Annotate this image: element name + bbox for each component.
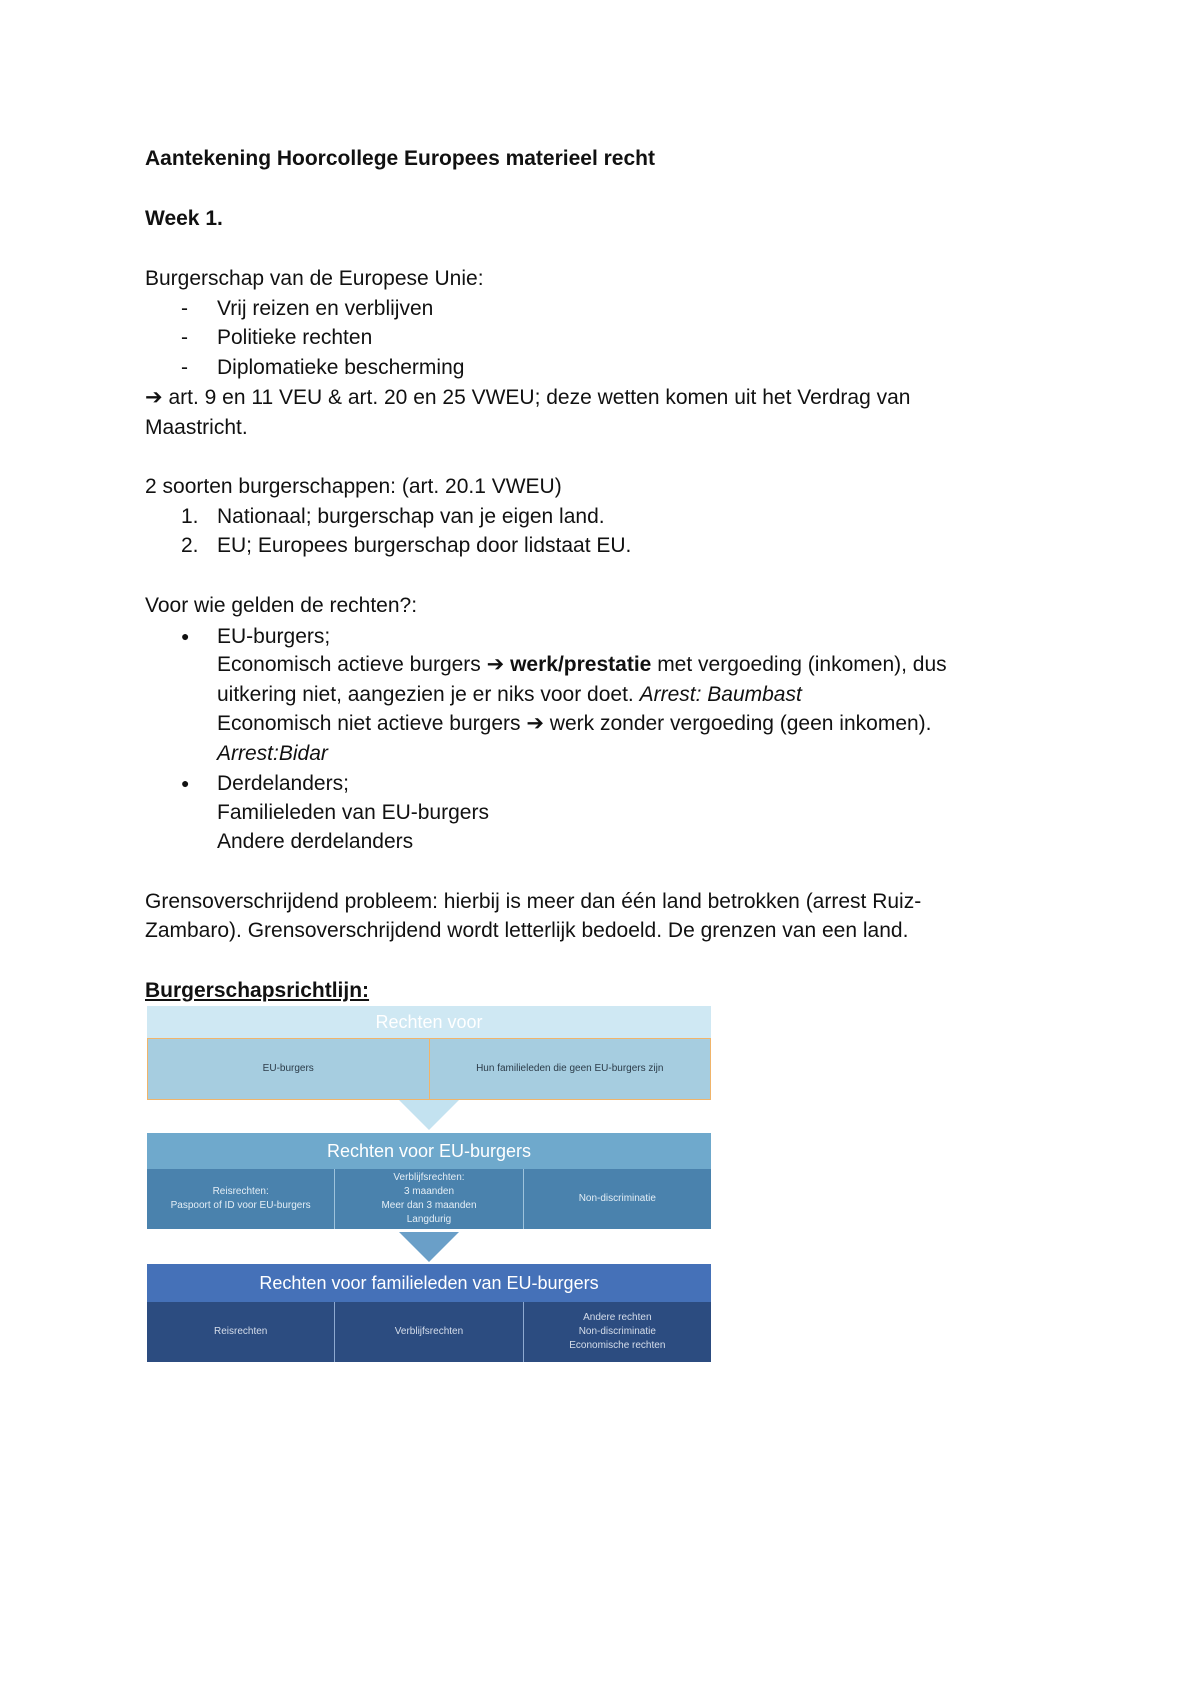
doc-title: Aantekening Hoorcollege Europees materieel recht: [145, 147, 655, 170]
cell: Andere rechten Non-discriminatie Economische rechten: [569, 1312, 666, 1351]
cell: EU-burgers: [148, 1039, 430, 1099]
arrow-line: ➔ art. 9 en 11 VEU & art. 20 en 25 VWEU; deze wetten komen uit het Verdrag van: [145, 386, 911, 409]
cell: Verblijfsrechten: [335, 1302, 523, 1362]
bullet-subline: Arrest:Bidar: [217, 742, 328, 765]
section-heading-rights: Voor wie gelden de rechten?:: [145, 594, 418, 617]
cell: Non-discriminatie: [578, 1193, 656, 1204]
band-cells: [147, 1302, 711, 1362]
right-arrow-icon: ➔: [145, 386, 163, 409]
bullet-icon: ●: [181, 775, 190, 791]
bullet-subline: Andere derdelanders: [217, 830, 414, 853]
list-item: - Politieke rechten: [181, 326, 373, 349]
bullet-subline: Familieleden van EU-burgers: [217, 801, 489, 824]
cell: Reisrechten: Paspoort of ID voor EU-burgers: [147, 1169, 335, 1229]
section-heading-citizenship: Burgerschap van de Europese Unie:: [145, 267, 484, 290]
band-rights-eu-citizens: [147, 1133, 711, 1229]
numbered-item: 1. Nationaal; burgerschap van je eigen land.: [181, 505, 605, 528]
cell: Verblijfsrechten: 3 maanden Meer dan 3 maanden Langdurig: [335, 1169, 523, 1229]
bullet-subline: uitkering niet, aangezien je er niks voor doet. Arrest: Baumbast: [217, 683, 802, 706]
arrow-line-cont: Maastricht.: [145, 416, 248, 439]
paragraph-line: Zambaro). Grensoverschrijdend wordt letterlijk bedoeld. De grenzen van een land.: [145, 919, 909, 942]
bullet-icon: ●: [181, 628, 190, 644]
bullet-subline: Economisch actieve burgers ➔ werk/prestatie met vergoeding (inkomen), dus: [217, 653, 947, 676]
band-title: Rechten voor EU-burgers: [147, 1133, 711, 1169]
numbered-item: 2. EU; Europees burgerschap door lidstaat EU.: [181, 534, 632, 557]
cell: Hun familieleden die geen EU-burgers zijn: [476, 1063, 664, 1074]
cell: Reisrechten: [147, 1302, 335, 1362]
right-arrow-icon: ➔: [486, 653, 505, 676]
list-item: - Vrij reizen en verblijven: [181, 297, 434, 320]
paragraph-line: Grensoverschrijdend probleem: hierbij is meer dan één land betrokken (arrest Ruiz-: [145, 890, 922, 913]
bullet-item: ● EU-burgers;: [181, 625, 331, 648]
bullet-subline: Economisch niet actieve burgers ➔ werk zonder vergoeding (geen inkomen).: [217, 712, 932, 735]
section-heading-types: 2 soorten burgerschappen: (art. 20.1 VWEU): [145, 475, 562, 498]
band-rights-family: [147, 1264, 711, 1362]
band-rights-for: [147, 1006, 711, 1100]
down-arrow-icon: [399, 1100, 459, 1130]
band-title: Rechten voor: [147, 1006, 711, 1038]
band-cells: [147, 1169, 711, 1229]
section-heading-directive: Burgerschapsrichtlijn:: [145, 979, 370, 1002]
list-item: - Diplomatieke bescherming: [181, 356, 465, 379]
band-cells: [147, 1038, 711, 1100]
week-heading: Week 1.: [145, 207, 223, 230]
bullet-item: ● Derdelanders;: [181, 772, 349, 795]
band-title: Rechten voor familieleden van EU-burgers: [147, 1264, 711, 1302]
down-arrow-icon: [399, 1232, 459, 1262]
right-arrow-icon: ➔: [526, 712, 544, 735]
